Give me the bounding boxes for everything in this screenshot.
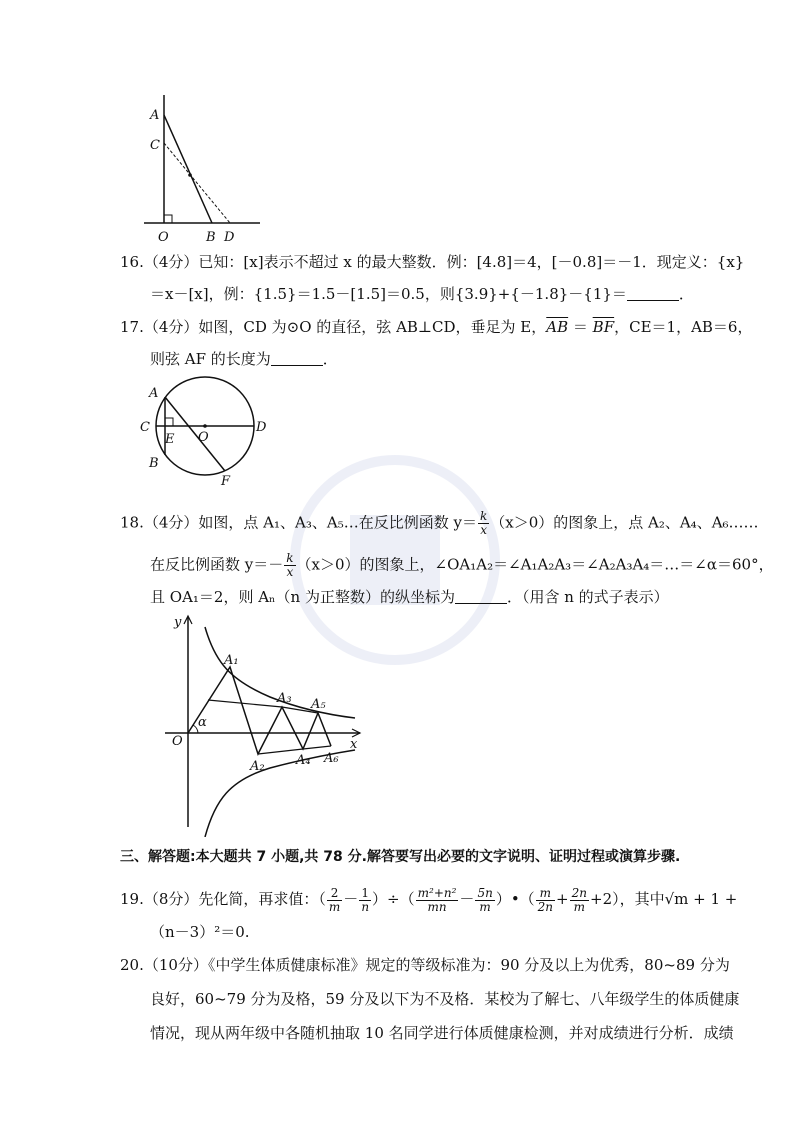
label-d: D bbox=[224, 230, 235, 245]
segment-cd-dashed bbox=[164, 143, 230, 223]
q19-minus2: － bbox=[459, 890, 475, 908]
frac-numerator-k: k bbox=[286, 551, 294, 565]
label-o: O bbox=[198, 430, 209, 445]
q17-answer-blank[interactable] bbox=[271, 351, 323, 366]
q18-text2a: 在反比例函数 y＝－ bbox=[150, 555, 284, 574]
q16-line1 bbox=[120, 252, 744, 272]
f5-den: 2n bbox=[537, 899, 554, 914]
right-angle-mark bbox=[164, 215, 172, 223]
f3-num: m²+n² bbox=[417, 885, 457, 900]
label-d: D bbox=[256, 420, 267, 435]
fraction-m2n2-over-mn bbox=[416, 887, 459, 914]
label-c: C bbox=[140, 420, 150, 435]
q19-plus: + bbox=[556, 890, 569, 908]
q18-line3 bbox=[150, 587, 669, 607]
q16-line2 bbox=[150, 284, 694, 304]
q20-text1: （10分）《中学生体质健康标准》规定的等级标准为：90 分及以上为优秀，80~89 分为 bbox=[143, 956, 730, 974]
q17-number: 17. bbox=[120, 318, 144, 336]
frac-denominator-x: x bbox=[286, 565, 294, 579]
label-a: A bbox=[150, 108, 160, 123]
fraction-2-over-m bbox=[327, 887, 342, 914]
q17-text1b: ，CE＝1，AB＝6， bbox=[614, 318, 753, 336]
segment-ab bbox=[164, 115, 212, 223]
q20-line2: 良好，60~79 分为及格，59 分及以下为不及格．某校为了解七、八年级学生的体质健康 bbox=[150, 990, 740, 1008]
fraction-m-over-2n bbox=[536, 887, 555, 914]
q17-line2 bbox=[150, 349, 338, 369]
q19-number: 19. bbox=[120, 890, 144, 908]
frac-numerator-k: k bbox=[479, 509, 488, 523]
f5-num: m bbox=[539, 885, 552, 900]
fraction-k-over-x-negative bbox=[284, 552, 295, 579]
q19-line2: （n－3）²＝0. bbox=[150, 923, 250, 941]
section-3-heading: 三、解答题:本大题共 7 小题,共 78 分.解答要写出必要的文字说明、证明过程或演算步骤. bbox=[120, 849, 681, 865]
zigzag-path bbox=[188, 667, 331, 754]
fraction-k-over-x bbox=[478, 510, 489, 537]
label-a5: A₅ bbox=[311, 697, 326, 712]
label-a4: A₄ bbox=[296, 753, 311, 768]
f2-num: 1 bbox=[359, 887, 371, 901]
label-alpha: α bbox=[198, 715, 207, 730]
fraction-5n-over-m bbox=[475, 887, 494, 914]
arc-bf: $\overline{BF}$ bbox=[592, 318, 615, 336]
q17-line1 bbox=[120, 317, 752, 337]
label-o: O bbox=[172, 734, 183, 749]
q17-end: ． bbox=[322, 350, 338, 368]
f4-den: m bbox=[479, 899, 491, 914]
q19-lead: （8分）先化简，再求值：（ bbox=[143, 890, 326, 908]
q18-text3a: 且 OA₁＝2，则 Aₙ（n 为正整数）的纵坐标为 bbox=[150, 588, 455, 606]
label-c: C bbox=[150, 138, 160, 153]
arc-ab: $\overline{AB}$ bbox=[546, 318, 569, 336]
f2-den: n bbox=[361, 899, 370, 914]
q18-line1 bbox=[120, 510, 759, 537]
label-a: A bbox=[149, 386, 159, 401]
q20-line1 bbox=[120, 955, 730, 975]
f1-den: m bbox=[328, 899, 341, 914]
q16-text2: ＝x－[x]，例：{1.5}＝1.5－[1.5]＝0.5，则{3.9}+{－1.8}－{1}＝ bbox=[150, 285, 627, 303]
fraction-1-over-n bbox=[359, 887, 371, 914]
label-a6: A₆ bbox=[324, 751, 339, 766]
label-b: B bbox=[149, 456, 159, 471]
q17-eq: ＝ bbox=[568, 318, 593, 336]
q16-answer-blank[interactable] bbox=[627, 286, 679, 301]
center-point bbox=[203, 424, 207, 428]
q16-number: 16. bbox=[120, 253, 144, 271]
label-e: E bbox=[165, 432, 175, 447]
figure-q15 bbox=[140, 95, 280, 245]
fraction-2n-over-m bbox=[570, 887, 589, 914]
label-f: F bbox=[221, 474, 231, 489]
q16-text1: （4分）已知：[x]表示不超过 x 的最大整数．例：[4.8]＝4，[－0.8]＝－1．现定义：{x} bbox=[143, 253, 745, 271]
line-a1-a3 bbox=[208, 700, 282, 707]
q19-line1 bbox=[120, 884, 737, 914]
figure-q17 bbox=[135, 375, 275, 490]
q19-dot: ）•（ bbox=[495, 890, 535, 908]
label-o: O bbox=[158, 230, 169, 245]
label-x: x bbox=[350, 737, 358, 752]
q18-line2 bbox=[150, 552, 774, 579]
line-a4-a6 bbox=[303, 746, 331, 749]
label-a3: A₃ bbox=[277, 691, 292, 706]
q18-text1a: （4分）如图，点 A₁、A₃、A₅…在反比例函数 y＝ bbox=[143, 513, 477, 532]
q20-line3: 情况，现从两年级中各随机抽取 10 名同学进行体质健康检测，并对成绩进行分析．成绩 bbox=[150, 1024, 734, 1042]
label-a1: A₁ bbox=[224, 653, 239, 668]
f6-num: 2n bbox=[571, 885, 587, 900]
label-b: B bbox=[206, 230, 216, 245]
frac-denominator-x: x bbox=[480, 523, 487, 537]
q17-text2: 则弦 AF 的长度为 bbox=[150, 350, 271, 368]
label-a2: A₂ bbox=[250, 759, 265, 774]
q20-number: 20. bbox=[120, 956, 144, 974]
q18-text1b: （x＞0）的图象上，点 A₂、A₄、A₆…… bbox=[490, 513, 759, 532]
q19-tail: +2），其中√m + 1 + bbox=[590, 890, 738, 908]
f3-den: mn bbox=[427, 899, 447, 914]
q18-number: 18. bbox=[120, 513, 144, 532]
figure-q18 bbox=[160, 612, 370, 837]
q18-answer-blank[interactable] bbox=[455, 589, 507, 604]
label-y: y bbox=[174, 615, 182, 630]
f4-num: 5n bbox=[477, 885, 493, 900]
q17-text1a: （4分）如图，CD 为⊙O 的直径，弦 AB⊥CD，垂足为 E， bbox=[143, 318, 547, 336]
q16-end: ． bbox=[678, 285, 694, 303]
q19-div: ）÷（ bbox=[372, 890, 415, 908]
q18-text3b: ．（用含 n 的式子表示） bbox=[506, 588, 669, 606]
f1-num: 2 bbox=[327, 887, 342, 901]
f6-den: m bbox=[573, 899, 585, 914]
right-angle-mark bbox=[165, 418, 173, 426]
q19-minus: － bbox=[343, 890, 359, 908]
intersection-point bbox=[188, 173, 192, 177]
q18-text2b: （x＞0）的图象上，∠OA₁A₂＝∠A₁A₂A₃＝∠A₂A₃A₄＝…＝∠α＝60°， bbox=[296, 555, 774, 574]
